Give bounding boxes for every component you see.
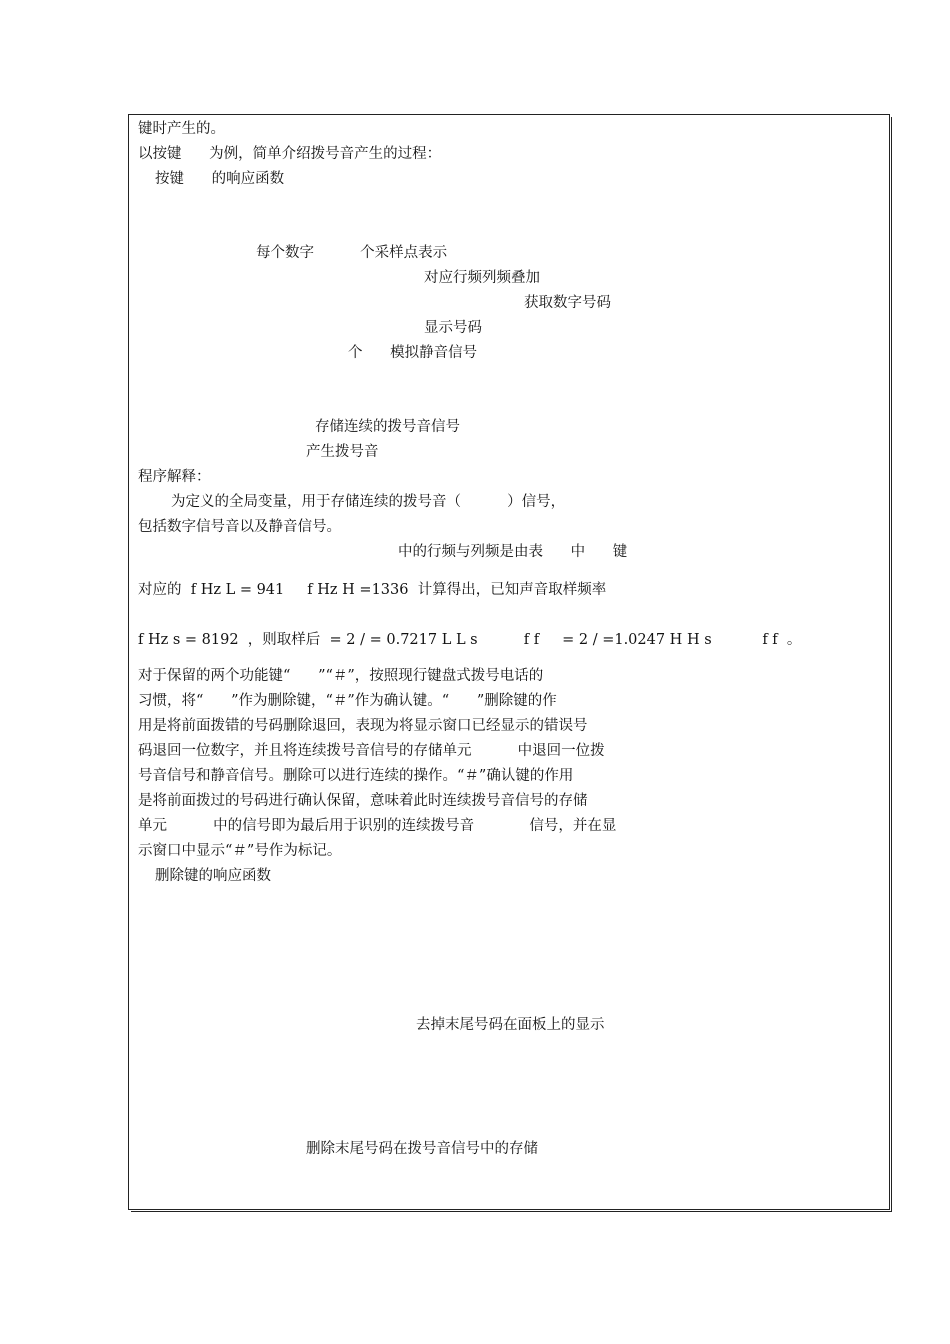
text-line: 示窗口中显示“＃”号作为标记。 [138, 843, 342, 859]
formula-line: f Hz s = 8192 ，则取样后 = 2 / = 0.7217 L L s f f = 2 / =1.0247 H H s f f 。 [138, 632, 802, 648]
text-line: 用是将前面拨错的号码删除退回，表现为将显示窗口已经显示的错误号 [138, 718, 588, 734]
text-line: 包括数字信号音以及静音信号。 [138, 519, 341, 535]
text-line: 去掉末尾号码在面板上的显示 [416, 1017, 605, 1033]
text-line: 是将前面拨过的号码进行确认保留，意味着此时连续拨号音信号的存储 [138, 793, 588, 809]
text-line: 删除末尾号码在拨号音信号中的存储 [306, 1141, 538, 1157]
text-line: 程序解释： [138, 469, 211, 485]
text-line: 单元 中的信号即为最后用于识别的连续拨号音 信号，并在显 [138, 818, 617, 834]
text-line: 为定义的全局变量，用于存储连续的拨号音（ ）信号， [171, 494, 566, 510]
text-line: 号音信号和静音信号。删除可以进行连续的操作。“＃”确认键的作用 [138, 768, 574, 784]
text-line: 键时产生的。 [138, 121, 225, 137]
text-line: 习惯，将“ ”作为删除键，“＃”作为确认键。“ ”删除键的作 [138, 693, 557, 709]
text-line: 中的行频与列频是由表 中 键 [398, 544, 628, 560]
text-line: 按键 的响应函数 [155, 171, 285, 187]
text-line: 显示号码 [424, 320, 482, 336]
text-line: 码退回一位数字，并且将连续拨号音信号的存储单元 中退回一位拨 [138, 743, 605, 759]
text-line: 以按键 为例，简单介绍拨号音产生的过程： [138, 146, 442, 162]
text-line: 获取数字号码 [524, 295, 611, 311]
text-line: 删除键的响应函数 [155, 868, 271, 884]
text-line: 对于保留的两个功能键“ ”“＃”，按照现行键盘式拨号电话的 [138, 668, 544, 684]
text-line: 对应行频列频叠加 [424, 270, 540, 286]
formula-line: 对应的 f Hz L = 941 f Hz H =1336 计算得出，已知声音取样频率 [138, 582, 607, 598]
text-line: 每个数字 个采样点表示 [256, 245, 448, 261]
text-line: 存储连续的拨号音信号 [315, 419, 460, 435]
text-line: 产生拨号音 [306, 444, 379, 460]
text-line: 个 模拟静音信号 [348, 345, 478, 361]
